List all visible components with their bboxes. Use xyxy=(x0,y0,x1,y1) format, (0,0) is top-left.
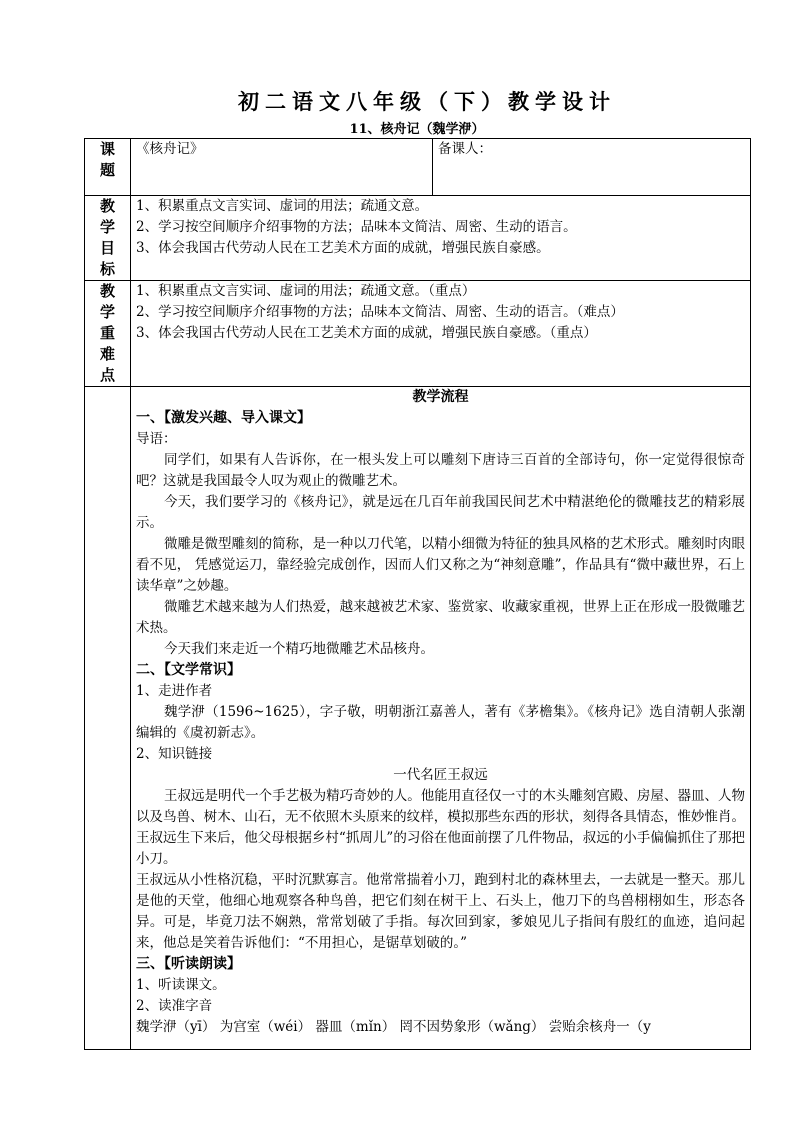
label-char: 学 xyxy=(99,303,115,321)
list-item: 2、知识链接 xyxy=(136,746,213,762)
topic-label xyxy=(85,139,131,196)
keypoints-content xyxy=(131,281,751,387)
keypoint-item: 1、积累重点文言实词、虚词的用法；疏通文意。（重点） xyxy=(136,283,476,299)
goals-row xyxy=(85,196,751,281)
flow-title: 教学流程 xyxy=(412,389,469,405)
keypoint-item: 3、体会我国古代劳动人民在工艺美术方面的成就，增强民族自豪感。（重点） xyxy=(136,325,597,341)
label-char: 学 xyxy=(99,218,115,236)
section-heading: 一、【激发兴趣、导入课文】 xyxy=(136,410,311,426)
topic-cell xyxy=(131,139,433,196)
flow-label-cell xyxy=(85,387,131,1050)
pronunciation-line: 魏学洢（yī） 为宫室（wéi） 器皿（mǐn） 罔不因势象形（wǎng） 尝贻余核舟一（y xyxy=(136,1019,651,1035)
section-heading: 二、【文学常识】 xyxy=(136,662,241,678)
flow-content xyxy=(131,387,751,1050)
list-item: 1、听读课文。 xyxy=(136,977,226,993)
list-item: 2、读准字音 xyxy=(136,998,213,1014)
list-item: 1、走进作者 xyxy=(136,683,213,699)
story-title: 一代名匠王叔远 xyxy=(393,767,488,783)
keypoints-label xyxy=(85,281,131,387)
goal-item: 3、体会我国古代劳动人民在工艺美术方面的成就，增强民族自豪感。 xyxy=(136,240,550,256)
lesson-plan-table xyxy=(84,138,751,1050)
intro-paragraph: 微雕艺术越来越为人们热爱，越来越被艺术家、鉴赏家、收藏家重视，世界上正在形成一股微雕艺术热。 xyxy=(136,599,745,636)
label-char: 难 xyxy=(99,345,115,363)
goal-item: 2、学习按空间顺序介绍事物的方法；品味本文简洁、周密、生动的语言。 xyxy=(136,219,577,235)
intro-paragraph: 微雕是微型雕刻的简称，是一种以刀代笔，以精小细微为特征的独具风格的艺术形式。雕刻时肉眼看不见， 凭感觉运刀，靠经验完成创作，因而人们又称之为“神刻意雕”，作品具有“微中藏世界，石上读华章”之妙趣。 xyxy=(136,536,745,594)
label-char: 点 xyxy=(99,366,115,384)
label-char: 重 xyxy=(99,324,115,342)
topic-value: 《核舟记》 xyxy=(136,141,204,157)
intro-paragraph: 今天我们来走近一个精巧地微雕艺术品核舟。 xyxy=(164,641,434,657)
preparer-cell xyxy=(433,139,751,196)
label-char: 标 xyxy=(99,260,115,278)
goals-label xyxy=(85,196,131,281)
document-title: 初二语文八年级（下）教学设计 xyxy=(238,90,616,114)
label-char: 课 xyxy=(99,140,115,158)
label-char: 教 xyxy=(99,197,115,215)
keypoints-row xyxy=(85,281,751,387)
author-paragraph: 魏学洢（1596~1625），字子敬，明朝浙江嘉善人，著有《茅檐集》。《核舟记》选自清朝人张潮编辑的《虞初新志》。 xyxy=(136,704,745,741)
lesson-subtitle: 11、核舟记（魏学洢） xyxy=(349,122,485,137)
intro-paragraph: 同学们，如果有人告诉你，在一根头发上可以雕刻下唐诗三百首的全部诗句，你一定觉得很惊奇吧？这就是我国最令人叹为观止的微雕艺术。 xyxy=(136,452,745,489)
goal-item: 1、积累重点文言实词、虚词的用法；疏通文意。 xyxy=(136,198,429,214)
goals-content xyxy=(131,196,751,281)
intro-label: 导语： xyxy=(136,431,177,447)
topic-row xyxy=(85,139,751,196)
story-paragraph: 王叔远是明代一个手艺极为精巧奇妙的人。他能用直径仅一寸的木头雕刻宫殿、房屋、器皿、人物以及鸟兽、树木、山石，无不依照木头原来的纹样，模拟那些东西的形状，刻得各具情态，惟妙惟肖。王叔远生下来后，他父母根据乡村“抓周儿”的习俗在他面前摆了几件物品，叔远的小手偏偏抓住了那把小刀。 xyxy=(136,788,745,867)
preparer-label: 备课人： xyxy=(438,141,492,157)
story-paragraph: 王叔远从小性格沉稳，平时沉默寡言。他常常揣着小刀，跑到村北的森林里去，一去就是一整天。那儿是他的天堂，他细心地观察各种鸟兽，把它们刻在树干上、石头上，他刀下的鸟兽栩栩如生，形态各异。可是，毕竟刀法不娴熟，常常划破了手指。每次回到家，爹娘见儿子指间有殷红的血迹，追问起来，他总是笑着告诉他们：“不用担心，是锯草划破的。” xyxy=(136,872,745,951)
section-heading: 三、【听读朗读】 xyxy=(136,956,241,972)
keypoint-item: 2、学习按空间顺序介绍事物的方法；品味本文简洁、周密、生动的语言。（难点） xyxy=(136,304,624,320)
label-char: 题 xyxy=(99,161,115,179)
flow-row xyxy=(85,387,751,1050)
intro-paragraph: 今天，我们要学习的《核舟记》，就是远在几百年前我国民间艺术中精湛绝伦的微雕技艺的精彩展示。 xyxy=(136,494,745,531)
label-char: 目 xyxy=(99,239,115,257)
label-char: 教 xyxy=(99,282,115,300)
